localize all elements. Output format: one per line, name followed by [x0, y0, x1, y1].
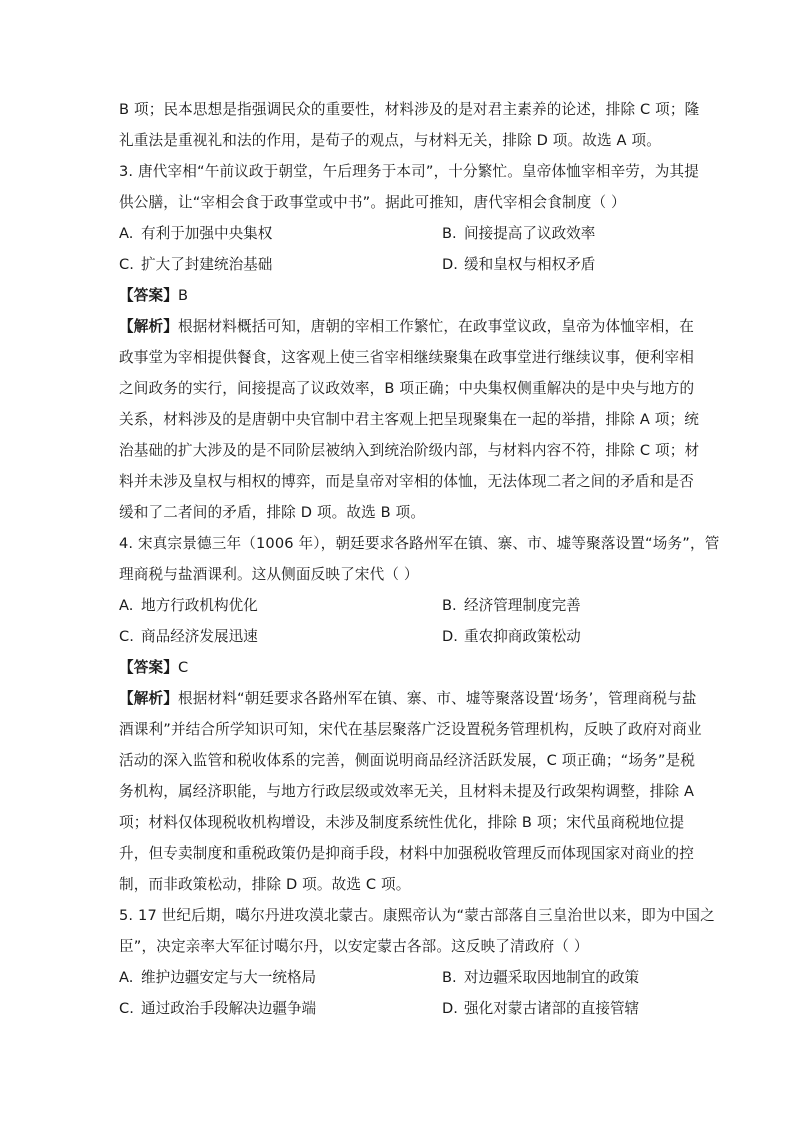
question-4-analysis: [119, 689, 697, 720]
option-a: [119, 224, 272, 244]
question-4-options-row-2: [119, 627, 675, 658]
option-d: [442, 255, 595, 275]
question-5-stem: 5. 17 世纪后期，噶尔丹进攻漠北蒙古。康熙帝认为“蒙古部落自三皇治世以来，即为中国之: [119, 907, 715, 924]
question-3-analysis: 之间政务的实行，间接提高了议政效率，B 项正确；中央集权侧重解决的是中央与地方的: [119, 380, 695, 397]
option-key: B.: [442, 225, 457, 242]
option-b: [442, 968, 639, 988]
option-text: 强化对蒙古诸部的直接管辖: [464, 1000, 640, 1017]
document-page: [119, 100, 720, 1030]
question-3-analysis: 政事堂为宰相提供餐食，这客观上使三省宰相继续聚集在政事堂进行继续议事，便利宰相: [119, 349, 695, 366]
option-key: B.: [442, 969, 457, 986]
option-a: [119, 596, 258, 616]
answer-tag: 【答案】: [119, 287, 178, 304]
question-4-stem: 4. 宋真宗景德三年（1006 年），朝廷要求各路州军在镇、寨、市、墟等聚落设置“场务”，管: [119, 535, 720, 552]
option-c: [119, 999, 316, 1019]
analysis-text: 根据材料概括可知，唐朝的宰相工作繁忙，在政事堂议政，皇帝为体恤宰相，在: [177, 318, 695, 335]
option-key: C.: [119, 1000, 134, 1017]
answer-value: C: [177, 659, 189, 676]
option-a: [119, 968, 316, 988]
option-key: D.: [442, 628, 458, 645]
option-key: A.: [119, 969, 134, 986]
option-text: 重农抑商政策松动: [464, 628, 581, 645]
question-4-analysis: 活动的深入监管和税收体系的完善，侧面说明商品经济活跃发展，C 项正确；“场务”是税: [119, 752, 696, 769]
option-text: 商品经济发展迅速: [141, 628, 258, 645]
option-text: 缓和皇权与相权矛盾: [464, 256, 596, 273]
option-text: 通过政治手段解决边疆争端: [141, 1000, 317, 1017]
option-key: D.: [442, 1000, 458, 1017]
question-4-analysis: 升，但专卖制度和重税政策仍是抑商手段，材料中加强税收管理反而体现国家对商业的控: [119, 845, 695, 862]
question-4-answer: [119, 658, 675, 689]
question-5-stem: 臣”，决定亲率大军征讨噶尔丹，以安定蒙古各部。这反映了清政府（ ）: [119, 938, 589, 955]
question-3-analysis: 缓和了二者间的矛盾，排除 D 项。故选 B 项。: [119, 504, 426, 521]
intro-line: B 项；民本思想是指强调民众的重要性，材料涉及的是对君主素养的论述，排除 C 项；隆: [119, 101, 700, 118]
option-key: D.: [442, 256, 458, 273]
analysis-tag: 【解析】: [119, 690, 178, 707]
option-text: 维护边疆安定与大一统格局: [141, 969, 317, 986]
question-4-analysis: 项；材料仅体现税收机构增设，未涉及制度系统性优化，排除 B 项；宋代虽商税地位提: [119, 814, 685, 831]
option-text: 间接提高了议政效率: [464, 225, 596, 242]
option-key: C.: [119, 256, 134, 273]
question-3-options-row-2: [119, 255, 675, 286]
option-d: [442, 627, 581, 647]
option-d: [442, 999, 639, 1019]
option-text: 对边疆采取因地制宜的政策: [464, 969, 640, 986]
analysis-tag: 【解析】: [119, 318, 178, 335]
intro-line: 礼重法是重视礼和法的作用，是荀子的观点，与材料无关，排除 D 项。故选 A 项。: [119, 132, 661, 149]
question-4-stem: 理商税与盐酒课利。这从侧面反映了宋代（ ）: [119, 566, 419, 583]
answer-value: B: [177, 287, 189, 304]
question-4-analysis: 务机构，属经济职能，与地方行政层级或效率无关，且材料未提及行政架构调整，排除 A: [119, 783, 695, 800]
option-c: [119, 627, 258, 647]
option-text: 扩大了封建统治基础: [141, 256, 273, 273]
question-3-options-row-1: [119, 224, 675, 255]
option-b: [442, 596, 581, 616]
option-c: [119, 255, 272, 275]
question-3-analysis: 治基础的扩大涉及的是不同阶层被纳入到统治阶级内部，与材料内容不符，排除 C 项；材: [119, 442, 700, 459]
question-3-stem: 供公膳，让“宰相会食于政事堂或中书”。据此可推知，唐代宰相会食制度（ ）: [119, 194, 626, 211]
option-key: A.: [119, 597, 134, 614]
question-3-analysis: 料并未涉及皇权与相权的博弈，而是皇帝对宰相的体恤，无法体现二者之间的矛盾和是否: [119, 473, 695, 490]
question-4-analysis: 酒课利”并结合所学知识可知，宋代在基层聚落广泛设置税务管理机构，反映了政府对商业: [119, 721, 702, 738]
option-key: C.: [119, 628, 134, 645]
option-key: A.: [119, 225, 134, 242]
question-3-analysis: 关系，材料涉及的是唐朝中央官制中君主客观上把呈现聚集在一起的举措，排除 A 项；统: [119, 411, 699, 428]
option-key: B.: [442, 597, 457, 614]
question-3-analysis: [119, 317, 695, 348]
option-text: 经济管理制度完善: [464, 597, 581, 614]
question-3-answer: [119, 286, 675, 317]
question-5-options-row-1: [119, 968, 675, 999]
option-text: 地方行政机构优化: [141, 597, 258, 614]
answer-tag: 【答案】: [119, 659, 178, 676]
option-text: 有利于加强中央集权: [141, 225, 273, 242]
question-4-analysis: 制，而非政策松动，排除 D 项。故选 C 项。: [119, 876, 411, 893]
option-b: [442, 224, 595, 244]
analysis-text: 根据材料“朝廷要求各路州军在镇、寨、市、墟等聚落设置‘场务’，管理商税与盐: [177, 690, 697, 707]
question-3-stem: 3. 唐代宰相“午前议政于朝堂，午后理务于本司”，十分繁忙。皇帝体恤宰相辛劳，为其提: [119, 163, 699, 180]
question-5-options-row-2: [119, 999, 675, 1030]
question-4-options-row-1: [119, 596, 675, 627]
